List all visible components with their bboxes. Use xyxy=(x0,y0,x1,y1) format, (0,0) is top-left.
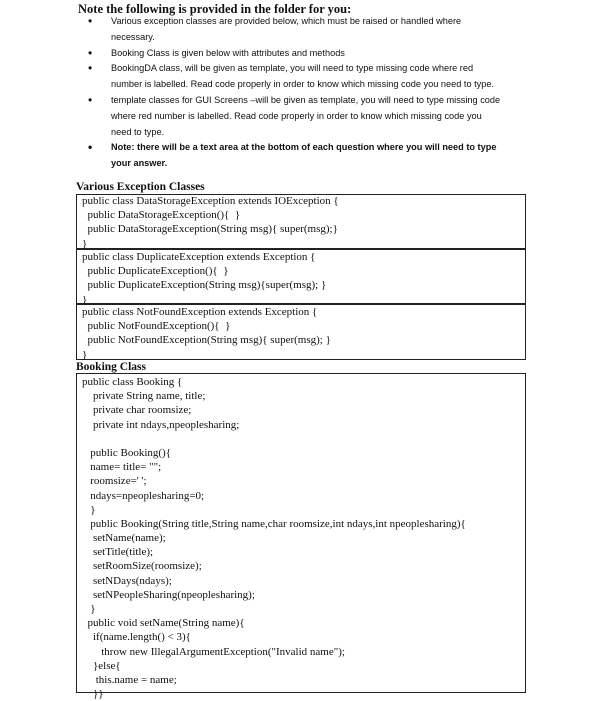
bullet-dot-icon: • xyxy=(88,140,93,155)
exception-code xyxy=(82,194,339,251)
bullet-dot-icon: • xyxy=(88,14,93,28)
bullet-text-line: need to type. xyxy=(111,126,165,137)
note-bullet-item xyxy=(88,93,538,140)
bullet-text-line: BookingDA class, will be given as template, you will need to type missing code where red xyxy=(111,63,474,74)
code-line: this.name = name; xyxy=(82,673,177,686)
bullet-dot-icon: • xyxy=(88,45,93,60)
code-line: public class Booking { xyxy=(82,376,183,388)
exception-box-notfound xyxy=(76,304,526,360)
code-line: } xyxy=(82,603,96,615)
code-line: public NotFoundException(String msg){ super(msg); } xyxy=(82,334,331,347)
exceptions-section-title: Various Exception Classes xyxy=(76,181,205,193)
code-line: roomsize=' '; xyxy=(82,475,147,488)
code-line: public DuplicateException(String msg){super(msg); } xyxy=(82,279,327,292)
bullet-text-line: Booking Class is given below with attributes and methods xyxy=(111,47,345,58)
code-line: } xyxy=(82,348,88,361)
code-line: public DuplicateException(){ } xyxy=(82,265,229,278)
code-line: }} xyxy=(82,688,104,701)
code-line: public NotFoundException(){ } xyxy=(82,320,231,333)
bullet-text-line: Note: there will be a text area at the bottom of each question where you will need to type xyxy=(111,142,497,153)
bullet-dot-icon: • xyxy=(88,61,93,76)
code-line: public DataStorageException(String msg){ super(msg);} xyxy=(82,223,338,236)
note-bullet-item xyxy=(88,46,538,62)
code-line: ndays=npeoplesharing=0; xyxy=(82,489,205,502)
code-line: public DataStorageException(){ } xyxy=(82,209,241,222)
exception-box-duplicate xyxy=(76,249,526,304)
exception-code xyxy=(82,305,331,362)
bullet-text-line: where red number is labelled. Read code properly in order to know which missing code you xyxy=(111,110,482,121)
code-line: throw new IllegalArgumentException("Invalid name"); xyxy=(82,645,345,658)
booking-section-title: Booking Class xyxy=(76,361,146,373)
code-line: public class DataStorageException extends IOException { xyxy=(82,195,339,207)
note-bullet-item xyxy=(88,14,538,46)
code-line: public void setName(String name){ xyxy=(82,617,245,630)
booking-class-box xyxy=(76,373,526,701)
code-line xyxy=(82,432,466,446)
booking-class-code xyxy=(82,375,466,701)
exception-code xyxy=(82,250,326,307)
code-line: name= title= ""; xyxy=(82,461,162,474)
bullet-text-line: your answer. xyxy=(111,158,168,169)
code-line: if(name.length() < 3){ xyxy=(82,631,191,644)
code-line: setName(name); xyxy=(82,532,166,545)
bullet-text-line: number is labelled. Read code properly in order to know which missing code you need to type. xyxy=(111,79,495,90)
code-line: public class DuplicateException extends Exception { xyxy=(82,251,316,263)
code-line: } xyxy=(82,237,88,250)
bullet-text-line: Various exception classes are provided below, which must be raised or handled where xyxy=(111,16,462,26)
code-line: public Booking(){ xyxy=(82,446,171,459)
code-line: private int ndays,npeoplesharing; xyxy=(82,418,240,431)
code-line: } xyxy=(82,503,96,516)
note-heading: Note the following is provided in the folder for you: xyxy=(78,2,352,16)
code-line: setTitle(title); xyxy=(82,546,154,559)
note-bullet-item xyxy=(88,140,538,172)
code-line: public Booking(String title,String name,char roomsize,int ndays,int npeoplesharing){ xyxy=(82,517,466,530)
code-line: setRoomSize(roomsize); xyxy=(82,560,202,573)
bullet-text-line: necessary. xyxy=(111,31,155,42)
exception-box-datastorage xyxy=(76,194,526,249)
bullet-dot-icon: • xyxy=(88,92,93,107)
code-line: public class NotFoundException extends Exception { xyxy=(82,306,318,318)
bullet-text-line: template classes for GUI Screens –will be given as template, you will need to type missing code xyxy=(111,94,501,105)
code-line: }else{ xyxy=(82,659,121,672)
note-bullet-list xyxy=(88,14,538,172)
code-line: setNDays(ndays); xyxy=(82,574,172,587)
code-line: } xyxy=(82,293,88,306)
note-bullet-item xyxy=(88,61,538,93)
code-line: setNPeopleSharing(npeoplesharing); xyxy=(82,588,255,601)
code-line: private char roomsize; xyxy=(82,404,192,417)
code-line: private String name, title; xyxy=(82,390,206,403)
